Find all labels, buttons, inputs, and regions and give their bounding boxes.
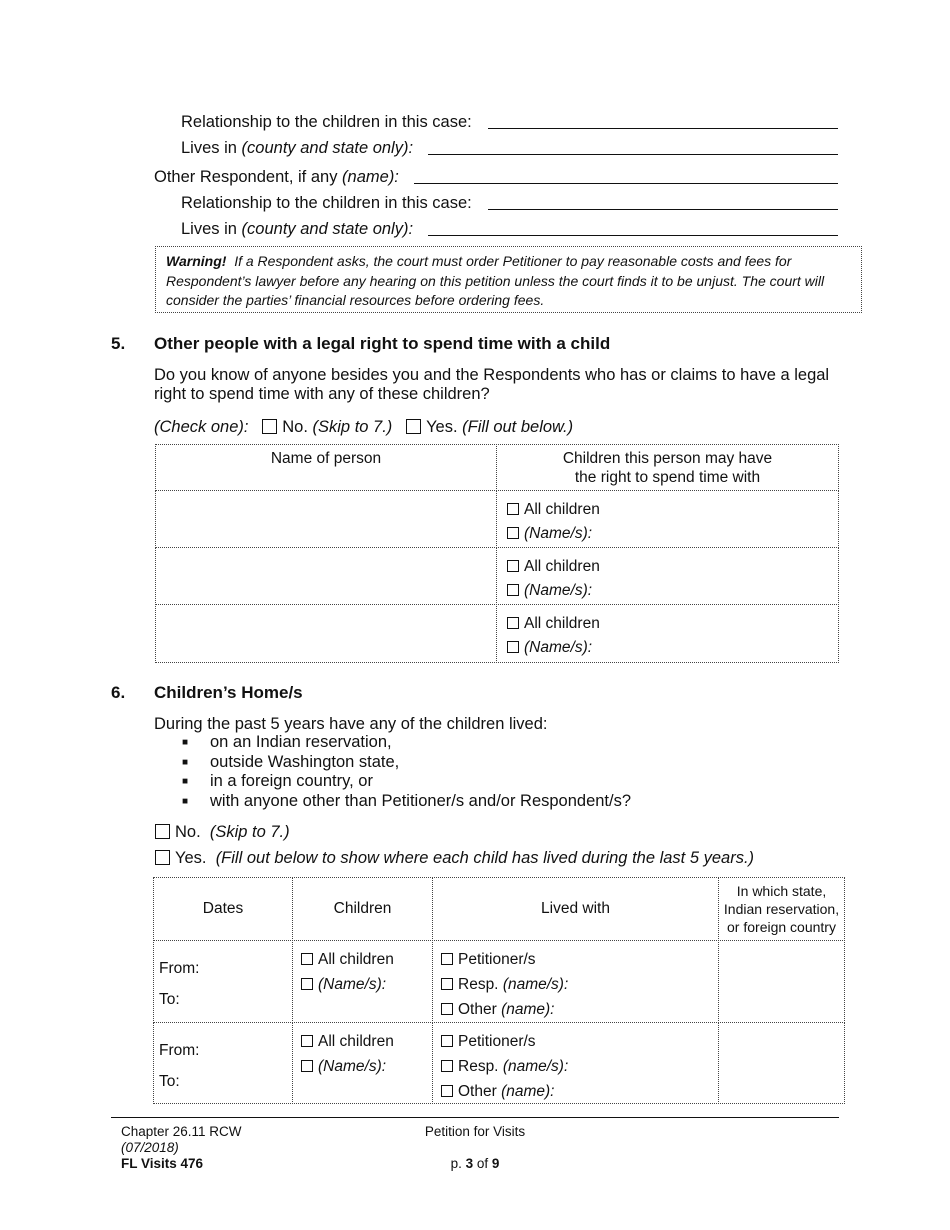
warning-label: Warning!	[166, 253, 227, 269]
bullet-item: ■ on an Indian reservation,	[182, 733, 392, 751]
table-row-2-children: All children (Name/s):	[292, 1022, 433, 1104]
table-row-3-name[interactable]	[155, 604, 497, 663]
footer-rule	[111, 1117, 839, 1118]
section-6-title: Children’s Home/s	[154, 683, 303, 702]
relationship-field-1[interactable]	[488, 128, 838, 129]
section-6-no-option: No. (Skip to 7.)	[155, 822, 290, 842]
names-checkbox[interactable]	[301, 978, 313, 990]
warning-text: If a Respondent asks, the court must order Petitioner to pay reasonable costs and fees for Respondent’s lawyer before any hearing on this petition unless the court finds it to be unjust. The court will consider the parties’ financial resources before ordering fees.	[166, 253, 825, 308]
table-row-3-children: All children (Name/s):	[496, 604, 839, 663]
names-checkbox[interactable]	[507, 527, 519, 539]
section-5-yes-checkbox[interactable]	[406, 419, 421, 434]
section-5-check-row: (Check one): No. (Skip to 7.) Yes. (Fill out below.)	[154, 418, 574, 436]
relationship-label-2: Relationship to the children in this case:	[181, 194, 472, 212]
section-6-no-checkbox[interactable]	[155, 824, 170, 839]
bullet-item: ■ outside Washington state,	[182, 752, 400, 771]
names-checkbox[interactable]	[507, 641, 519, 653]
all-children-checkbox[interactable]	[507, 617, 519, 629]
section-6-intro: During the past 5 years have any of the children lived:	[154, 715, 548, 733]
table-row-1-location[interactable]	[718, 940, 845, 1023]
lives-in-label-1: Lives in (county and state only):	[181, 139, 414, 157]
lives-in-label-2: Lives in (county and state only):	[181, 220, 414, 238]
footer-chapter: Chapter 26.11 RCW	[121, 1124, 242, 1139]
section-5-table	[155, 444, 839, 663]
warning-box	[155, 246, 862, 313]
footer-page-number: p. 3 of 9	[450, 1156, 500, 1171]
resp-checkbox[interactable]	[441, 978, 453, 990]
table-row-2-name[interactable]	[155, 547, 497, 605]
lives-in-field-1[interactable]	[428, 154, 838, 155]
table-row-1-lived-with: Petitioner/s Resp. (name/s): Other (name):	[432, 940, 719, 1023]
footer-date: (07/2018)	[121, 1140, 179, 1155]
bullet-item: ■ with anyone other than Petitioner/s and/or Respondent/s?	[182, 791, 632, 810]
col-header-children: Children this person may have the right to spend time with	[496, 444, 839, 491]
col-header-location: In which state, Indian reservation, or foreign country	[718, 877, 845, 941]
table-row-2-children: All children (Name/s):	[496, 547, 839, 605]
other-respondent-name-field[interactable]	[414, 183, 838, 184]
all-children-checkbox[interactable]	[507, 560, 519, 572]
section-5-number: 5.	[111, 334, 126, 353]
col-header-dates: Dates	[153, 877, 293, 941]
section-6-number: 6.	[111, 683, 126, 702]
petitioners-checkbox[interactable]	[441, 1035, 453, 1047]
section-6-bullet-list	[182, 733, 631, 811]
table-row-1-children: All children (Name/s):	[292, 940, 433, 1023]
bullet-item: ■ in a foreign country, or	[182, 772, 373, 790]
all-children-checkbox[interactable]	[301, 953, 313, 965]
footer-title: Petition for Visits	[424, 1124, 526, 1139]
table-row-1-dates[interactable]: From: To:	[153, 940, 293, 1023]
col-header-lived-with: Lived with	[432, 877, 719, 941]
footer-form-id: FL Visits 476	[121, 1156, 204, 1171]
other-checkbox[interactable]	[441, 1003, 453, 1015]
relationship-field-2[interactable]	[488, 209, 838, 210]
section-6-yes-option: Yes. (Fill out below to show where each child has lived during the last 5 years.)	[155, 848, 754, 868]
names-checkbox[interactable]	[507, 584, 519, 596]
footer-left	[121, 1124, 242, 1172]
relationship-label-1: Relationship to the children in this case:	[181, 113, 472, 131]
table-row-2-dates[interactable]: From: To:	[153, 1022, 293, 1104]
lives-in-field-2[interactable]	[428, 235, 838, 236]
section-5-question: Do you know of anyone besides you and the Respondents who has or claims to have a legal right to spend time with any of these children?	[154, 366, 830, 403]
footer-center	[375, 1124, 575, 1172]
section-5-title: Other people with a legal right to spend time with a child	[154, 334, 611, 353]
table-row-2-location[interactable]	[718, 1022, 845, 1104]
table-row-1-children: All children (Name/s):	[496, 490, 839, 548]
section-6-yes-checkbox[interactable]	[155, 850, 170, 865]
col-header-children: Children	[292, 877, 433, 941]
all-children-checkbox[interactable]	[301, 1035, 313, 1047]
table-row-2-lived-with: Petitioner/s Resp. (name/s): Other (name):	[432, 1022, 719, 1104]
col-header-name: Name of person	[155, 444, 497, 491]
names-checkbox[interactable]	[301, 1060, 313, 1072]
section-5-no-checkbox[interactable]	[262, 419, 277, 434]
table-row-1-name[interactable]	[155, 490, 497, 548]
section-6-table	[153, 877, 845, 1104]
other-checkbox[interactable]	[441, 1085, 453, 1097]
all-children-checkbox[interactable]	[507, 503, 519, 515]
petitioners-checkbox[interactable]	[441, 953, 453, 965]
resp-checkbox[interactable]	[441, 1060, 453, 1072]
other-respondent-label: Other Respondent, if any (name):	[154, 168, 399, 186]
